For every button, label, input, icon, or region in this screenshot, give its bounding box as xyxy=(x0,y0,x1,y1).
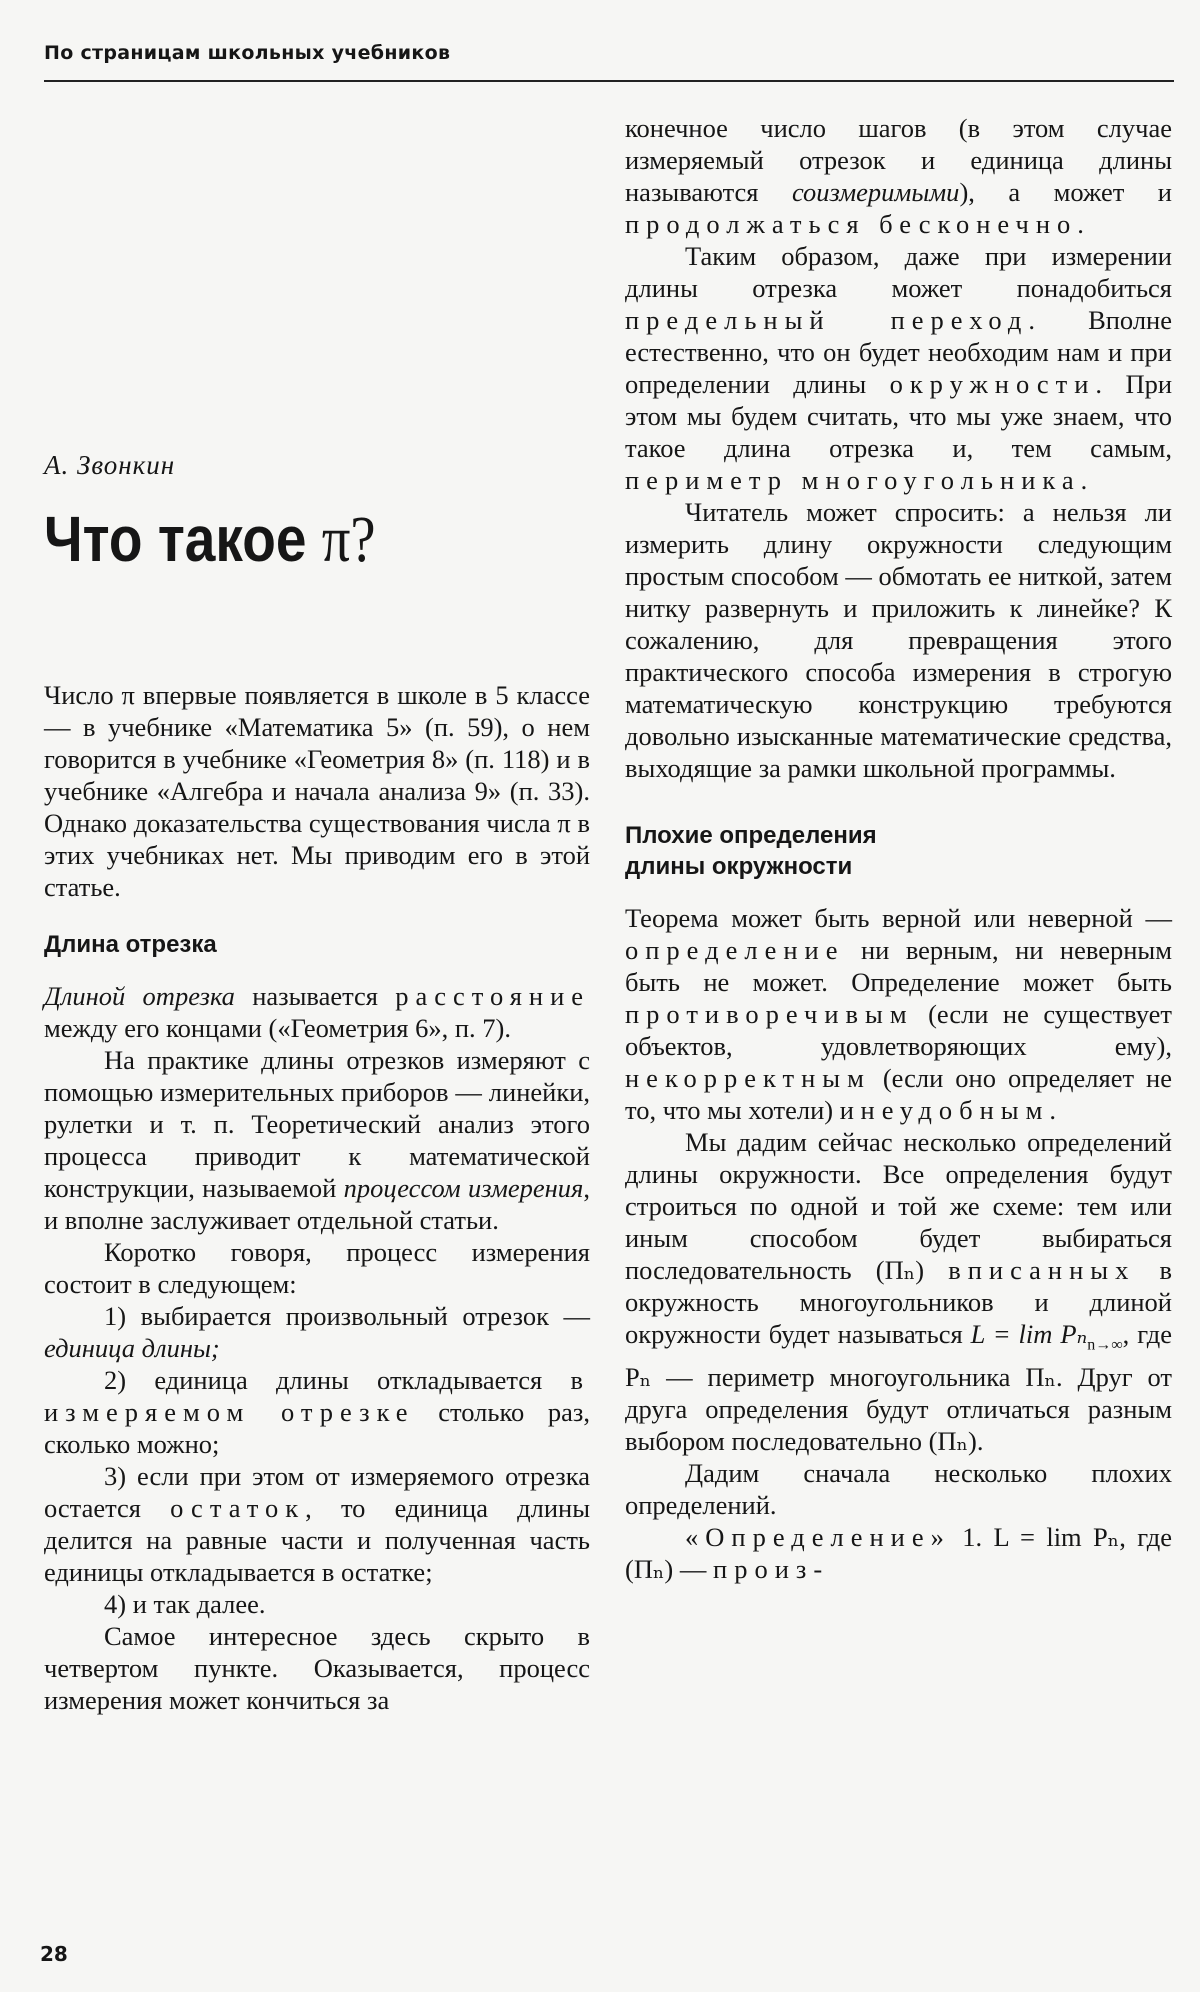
cont-it: соизмеримыми xyxy=(791,177,960,207)
step-4: 4) и так далее. xyxy=(104,1589,266,1619)
pi-symbol: π? xyxy=(321,503,376,576)
title-text: Что такое xyxy=(44,503,307,575)
thus-a: Таким образом, даже при измерении длины отрезка может понадобиться xyxy=(625,241,1172,303)
short-paragraph: Коротко говоря, процесс измерения состоит в следующем: xyxy=(44,1237,590,1299)
def-term: Длиной отрезка xyxy=(44,981,235,1011)
step-1 xyxy=(44,1300,590,1364)
theorem-paragraph xyxy=(625,902,1172,1126)
h-bad-1: Плохие определения xyxy=(625,822,877,849)
left-column xyxy=(44,112,590,1716)
article-title xyxy=(44,503,514,576)
give-sp: вписанных xyxy=(948,1255,1136,1285)
cont-sp: продолжаться бесконечно xyxy=(625,209,1078,239)
thus-end: . xyxy=(1080,465,1088,495)
right-column xyxy=(625,112,1172,1585)
s1-a: 1) выбирается произвольный отрезок — xyxy=(104,1301,590,1331)
h-bad-2: длины окружности xyxy=(625,853,853,880)
definition-paragraph xyxy=(44,980,590,1044)
limit-formula: L = lim Pₙ xyxy=(970,1319,1088,1349)
th-sp4: неудобным xyxy=(860,1095,1050,1125)
step-3 xyxy=(44,1460,590,1588)
practice-paragraph xyxy=(44,1044,590,1236)
th-sp3: некорректным xyxy=(625,1063,871,1093)
give-paragraph xyxy=(625,1126,1172,1457)
s2-a: 2) единица длины откладывается xyxy=(104,1365,543,1395)
heading-bad-definitions xyxy=(625,820,1172,882)
cont-b: ), а может и xyxy=(959,177,1172,207)
s3-b: , то единица длины делится на равные части и полученная часть единицы откладывается в остатке; xyxy=(44,1493,591,1587)
th-end: . xyxy=(1049,1095,1056,1125)
th-b: ни верным, ни неверным быть не может. Определение может быть xyxy=(625,935,1172,997)
running-header: По страницам школьных учебников xyxy=(44,42,451,64)
cont-end: . xyxy=(1077,209,1084,239)
thus-sp3: периметр многоугольника xyxy=(625,465,1081,495)
thus-sp: предельный переход xyxy=(625,305,1029,335)
def-mid: называется xyxy=(252,981,378,1011)
th-d: (если оно определяет не то, что мы хотели) и xyxy=(625,1063,1172,1125)
th-sp2: противоречивым xyxy=(625,999,914,1029)
th-a: Теорема может быть верной или неверной — xyxy=(625,903,1172,933)
give-c: , где Pₙ — периметр многоугольника Πₙ. Друг от друга определения будут отличаться разным выбором последовательно (Πₙ). xyxy=(625,1319,1172,1457)
s2-b: столько раз, сколько можно; xyxy=(44,1397,590,1459)
th-sp: определение xyxy=(625,935,845,965)
cont-a: конечное число шагов (в этом случае измеряемый отрезок и единица длины называются xyxy=(625,113,1172,207)
first-paragraph: Дадим сначала несколько плохих определений. xyxy=(625,1458,1172,1521)
intro-paragraph: Число π впервые появляется в школе в 5 классе — в учебнике «Математика 5» (п. 59), о нем говорится в учебнике «Геометрия 8» (п. 118) и в учебнике «Алгебра и начала анализа 9» (п. 33). Однако доказательства существования числа π в этих учебниках нет. Мы приводим его в этой статье. xyxy=(44,680,590,902)
thus-sp2: окружности xyxy=(889,369,1096,399)
thus-paragraph xyxy=(625,240,1172,496)
reader-paragraph: Читатель может спросить: а нельзя ли измерить длину окружности следующим простым способом — обмотать ее ниткой, затем нитку развернуть и приложить к линейке? К сожалению, для превращения этого практического способа измерения в строгую математическую конструкцию требуются довольно изысканные математические средства, выходящие за рамки школьной программы. xyxy=(625,497,1172,783)
author: А. Звонкин xyxy=(44,450,176,480)
header-rule xyxy=(44,80,1174,82)
continued-paragraph xyxy=(625,112,1172,240)
page-number: 28 xyxy=(40,1942,68,1966)
practice-term: процессом измерения xyxy=(343,1173,584,1203)
give-b: в окружность многоугольников и длиной окружности будет называться xyxy=(625,1255,1173,1349)
def-spaced: расстояние xyxy=(395,981,591,1011)
step-2 xyxy=(44,1364,590,1460)
def1-sp: «Определение» xyxy=(685,1522,951,1553)
s3-a: 3) если при этом от измеряемого отрезка остается xyxy=(44,1461,590,1523)
heading-segment-length: Длина отрезка xyxy=(44,931,217,958)
practice-b: , и вполне заслуживает отдельной статьи. xyxy=(44,1173,590,1235)
interest-paragraph: Самое интересное здесь скрыто в четвертом пункте. Оказывается, процесс измерения может кончиться за xyxy=(44,1621,590,1715)
def1-sp2: произ- xyxy=(713,1554,830,1585)
th-c: (если не существует объектов, удовлетворяющих ему), xyxy=(625,999,1173,1061)
practice-a: На практике длины отрезков измеряют с помощью измерительных приборов — линейки, рулетки и т. п. Теоретический анализ этого процесса приводит к математической конструкции, называемой xyxy=(44,1045,590,1203)
s2-sp: в измеряемом отрезке xyxy=(44,1365,590,1427)
def-rest: между его концами («Геометрия 6», п. 7). xyxy=(44,1013,511,1043)
s3-sp: остаток xyxy=(170,1493,306,1523)
thus-c: . При этом мы будем считать, что мы уже знаем, что такое длина отрезка и, тем самым, xyxy=(625,369,1173,463)
def1-a: 1. L = lim Pₙ, где (Πₙ) — xyxy=(625,1522,1173,1585)
s1-it: единица длины; xyxy=(44,1333,220,1363)
def1-paragraph xyxy=(625,1521,1172,1585)
give-a: Мы дадим сейчас несколько определений длины окружности. Все определения будут строиться по одной и той же схеме: тем или иным способом будет выбираться последовательность (Πₙ) xyxy=(625,1127,1172,1285)
limit-subscript: n→∞ xyxy=(1087,1336,1123,1354)
thus-b: . Вполне естественно, что он будет необходим нам и при определении длины xyxy=(625,305,1172,399)
